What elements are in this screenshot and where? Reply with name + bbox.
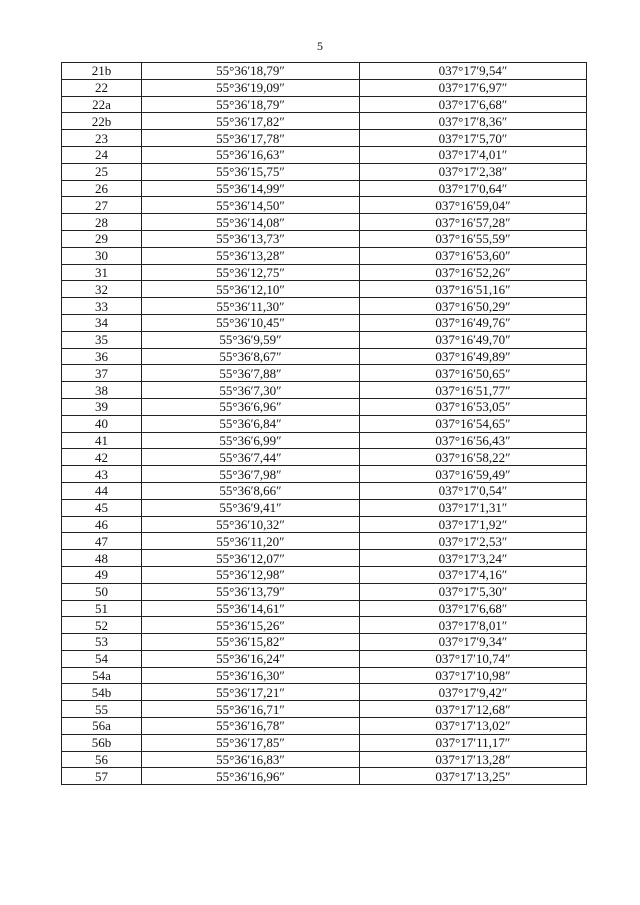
latitude-cell: 55°36′19,09″ xyxy=(142,79,360,96)
table-row xyxy=(62,667,587,684)
table-row xyxy=(62,415,587,432)
point-number-cell: 56 xyxy=(62,751,142,768)
longitude-cell: 037°17′6,68″ xyxy=(360,96,587,113)
coordinates-table-body xyxy=(62,63,587,785)
point-number-cell: 50 xyxy=(62,583,142,600)
table-row xyxy=(62,214,587,231)
longitude-cell: 037°17′5,70″ xyxy=(360,130,587,147)
point-number-cell: 54a xyxy=(62,667,142,684)
table-row xyxy=(62,365,587,382)
latitude-cell: 55°36′8,67″ xyxy=(142,348,360,365)
latitude-cell: 55°36′11,30″ xyxy=(142,298,360,315)
table-row xyxy=(62,230,587,247)
table-row xyxy=(62,281,587,298)
longitude-cell: 037°17′0,54″ xyxy=(360,482,587,499)
latitude-cell: 55°36′16,83″ xyxy=(142,751,360,768)
longitude-cell: 037°16′51,77″ xyxy=(360,382,587,399)
table-row xyxy=(62,382,587,399)
longitude-cell: 037°17′10,98″ xyxy=(360,667,587,684)
point-number-cell: 28 xyxy=(62,214,142,231)
table-row xyxy=(62,146,587,163)
point-number-cell: 22 xyxy=(62,79,142,96)
longitude-cell: 037°17′13,28″ xyxy=(360,751,587,768)
table-row xyxy=(62,768,587,785)
table-row xyxy=(62,533,587,550)
table-row xyxy=(62,163,587,180)
longitude-cell: 037°16′49,70″ xyxy=(360,331,587,348)
table-row xyxy=(62,63,587,80)
latitude-cell: 55°36′15,26″ xyxy=(142,617,360,634)
longitude-cell: 037°16′55,59″ xyxy=(360,230,587,247)
longitude-cell: 037°16′51,16″ xyxy=(360,281,587,298)
latitude-cell: 55°36′9,41″ xyxy=(142,499,360,516)
point-number-cell: 44 xyxy=(62,482,142,499)
longitude-cell: 037°16′59,49″ xyxy=(360,466,587,483)
coordinates-table xyxy=(61,62,587,785)
table-row xyxy=(62,466,587,483)
table-row xyxy=(62,96,587,113)
longitude-cell: 037°17′8,36″ xyxy=(360,113,587,130)
latitude-cell: 55°36′14,61″ xyxy=(142,600,360,617)
longitude-cell: 037°17′13,02″ xyxy=(360,718,587,735)
longitude-cell: 037°16′49,76″ xyxy=(360,314,587,331)
table-row xyxy=(62,583,587,600)
point-number-cell: 22b xyxy=(62,113,142,130)
longitude-cell: 037°16′50,65″ xyxy=(360,365,587,382)
table-row xyxy=(62,751,587,768)
latitude-cell: 55°36′13,73″ xyxy=(142,230,360,247)
longitude-cell: 037°17′11,17″ xyxy=(360,734,587,751)
latitude-cell: 55°36′9,59″ xyxy=(142,331,360,348)
table-row xyxy=(62,650,587,667)
point-number-cell: 31 xyxy=(62,264,142,281)
table-row xyxy=(62,130,587,147)
point-number-cell: 57 xyxy=(62,768,142,785)
latitude-cell: 55°36′12,07″ xyxy=(142,550,360,567)
longitude-cell: 037°17′9,54″ xyxy=(360,63,587,80)
table-row xyxy=(62,331,587,348)
longitude-cell: 037°17′10,74″ xyxy=(360,650,587,667)
latitude-cell: 55°36′7,44″ xyxy=(142,449,360,466)
latitude-cell: 55°36′18,79″ xyxy=(142,96,360,113)
longitude-cell: 037°17′4,01″ xyxy=(360,146,587,163)
latitude-cell: 55°36′6,96″ xyxy=(142,398,360,415)
latitude-cell: 55°36′14,08″ xyxy=(142,214,360,231)
table-row xyxy=(62,79,587,96)
longitude-cell: 037°17′12,68″ xyxy=(360,701,587,718)
longitude-cell: 037°17′4,16″ xyxy=(360,566,587,583)
longitude-cell: 037°16′57,28″ xyxy=(360,214,587,231)
longitude-cell: 037°17′5,30″ xyxy=(360,583,587,600)
point-number-cell: 49 xyxy=(62,566,142,583)
point-number-cell: 35 xyxy=(62,331,142,348)
table-row xyxy=(62,449,587,466)
point-number-cell: 40 xyxy=(62,415,142,432)
latitude-cell: 55°36′7,30″ xyxy=(142,382,360,399)
longitude-cell: 037°17′3,24″ xyxy=(360,550,587,567)
table-row xyxy=(62,398,587,415)
latitude-cell: 55°36′14,50″ xyxy=(142,197,360,214)
longitude-cell: 037°16′52,26″ xyxy=(360,264,587,281)
latitude-cell: 55°36′15,75″ xyxy=(142,163,360,180)
latitude-cell: 55°36′7,88″ xyxy=(142,365,360,382)
point-number-cell: 42 xyxy=(62,449,142,466)
point-number-cell: 48 xyxy=(62,550,142,567)
longitude-cell: 037°17′13,25″ xyxy=(360,768,587,785)
point-number-cell: 45 xyxy=(62,499,142,516)
latitude-cell: 55°36′10,32″ xyxy=(142,516,360,533)
latitude-cell: 55°36′13,28″ xyxy=(142,247,360,264)
table-row xyxy=(62,432,587,449)
point-number-cell: 21b xyxy=(62,63,142,80)
point-number-cell: 30 xyxy=(62,247,142,264)
latitude-cell: 55°36′16,63″ xyxy=(142,146,360,163)
point-number-cell: 39 xyxy=(62,398,142,415)
point-number-cell: 56b xyxy=(62,734,142,751)
table-row xyxy=(62,264,587,281)
table-row xyxy=(62,298,587,315)
point-number-cell: 33 xyxy=(62,298,142,315)
latitude-cell: 55°36′17,78″ xyxy=(142,130,360,147)
latitude-cell: 55°36′17,85″ xyxy=(142,734,360,751)
table-row xyxy=(62,718,587,735)
point-number-cell: 25 xyxy=(62,163,142,180)
table-row xyxy=(62,516,587,533)
point-number-cell: 53 xyxy=(62,634,142,651)
longitude-cell: 037°16′56,43″ xyxy=(360,432,587,449)
table-row xyxy=(62,734,587,751)
point-number-cell: 54b xyxy=(62,684,142,701)
table-row xyxy=(62,247,587,264)
table-row xyxy=(62,499,587,516)
latitude-cell: 55°36′16,96″ xyxy=(142,768,360,785)
latitude-cell: 55°36′14,99″ xyxy=(142,180,360,197)
longitude-cell: 037°16′50,29″ xyxy=(360,298,587,315)
table-row xyxy=(62,566,587,583)
point-number-cell: 55 xyxy=(62,701,142,718)
latitude-cell: 55°36′7,98″ xyxy=(142,466,360,483)
latitude-cell: 55°36′8,66″ xyxy=(142,482,360,499)
latitude-cell: 55°36′15,82″ xyxy=(142,634,360,651)
point-number-cell: 52 xyxy=(62,617,142,634)
table-row xyxy=(62,180,587,197)
table-row xyxy=(62,684,587,701)
point-number-cell: 47 xyxy=(62,533,142,550)
longitude-cell: 037°17′6,68″ xyxy=(360,600,587,617)
latitude-cell: 55°36′17,21″ xyxy=(142,684,360,701)
longitude-cell: 037°17′9,34″ xyxy=(360,634,587,651)
longitude-cell: 037°17′2,38″ xyxy=(360,163,587,180)
latitude-cell: 55°36′17,82″ xyxy=(142,113,360,130)
table-row xyxy=(62,701,587,718)
longitude-cell: 037°17′1,92″ xyxy=(360,516,587,533)
latitude-cell: 55°36′16,30″ xyxy=(142,667,360,684)
point-number-cell: 46 xyxy=(62,516,142,533)
latitude-cell: 55°36′16,24″ xyxy=(142,650,360,667)
longitude-cell: 037°17′9,42″ xyxy=(360,684,587,701)
latitude-cell: 55°36′11,20″ xyxy=(142,533,360,550)
longitude-cell: 037°17′1,31″ xyxy=(360,499,587,516)
latitude-cell: 55°36′16,78″ xyxy=(142,718,360,735)
point-number-cell: 32 xyxy=(62,281,142,298)
latitude-cell: 55°36′18,79″ xyxy=(142,63,360,80)
longitude-cell: 037°16′49,89″ xyxy=(360,348,587,365)
latitude-cell: 55°36′6,99″ xyxy=(142,432,360,449)
latitude-cell: 55°36′16,71″ xyxy=(142,701,360,718)
point-number-cell: 29 xyxy=(62,230,142,247)
point-number-cell: 36 xyxy=(62,348,142,365)
page-number: 5 xyxy=(317,39,323,53)
point-number-cell: 54 xyxy=(62,650,142,667)
point-number-cell: 22a xyxy=(62,96,142,113)
longitude-cell: 037°16′54,65″ xyxy=(360,415,587,432)
longitude-cell: 037°16′58,22″ xyxy=(360,449,587,466)
longitude-cell: 037°16′53,60″ xyxy=(360,247,587,264)
point-number-cell: 43 xyxy=(62,466,142,483)
point-number-cell: 26 xyxy=(62,180,142,197)
point-number-cell: 56a xyxy=(62,718,142,735)
table-row xyxy=(62,314,587,331)
point-number-cell: 51 xyxy=(62,600,142,617)
longitude-cell: 037°17′2,53″ xyxy=(360,533,587,550)
latitude-cell: 55°36′12,98″ xyxy=(142,566,360,583)
point-number-cell: 27 xyxy=(62,197,142,214)
point-number-cell: 37 xyxy=(62,365,142,382)
point-number-cell: 34 xyxy=(62,314,142,331)
longitude-cell: 037°17′8,01″ xyxy=(360,617,587,634)
table-row xyxy=(62,197,587,214)
latitude-cell: 55°36′13,79″ xyxy=(142,583,360,600)
table-row xyxy=(62,600,587,617)
point-number-cell: 41 xyxy=(62,432,142,449)
point-number-cell: 38 xyxy=(62,382,142,399)
table-row xyxy=(62,113,587,130)
latitude-cell: 55°36′12,75″ xyxy=(142,264,360,281)
latitude-cell: 55°36′12,10″ xyxy=(142,281,360,298)
longitude-cell: 037°16′59,04″ xyxy=(360,197,587,214)
longitude-cell: 037°16′53,05″ xyxy=(360,398,587,415)
table-row xyxy=(62,550,587,567)
table-row xyxy=(62,617,587,634)
latitude-cell: 55°36′6,84″ xyxy=(142,415,360,432)
latitude-cell: 55°36′10,45″ xyxy=(142,314,360,331)
table-row xyxy=(62,348,587,365)
table-row xyxy=(62,634,587,651)
longitude-cell: 037°17′0,64″ xyxy=(360,180,587,197)
point-number-cell: 24 xyxy=(62,146,142,163)
longitude-cell: 037°17′6,97″ xyxy=(360,79,587,96)
table-row xyxy=(62,482,587,499)
point-number-cell: 23 xyxy=(62,130,142,147)
